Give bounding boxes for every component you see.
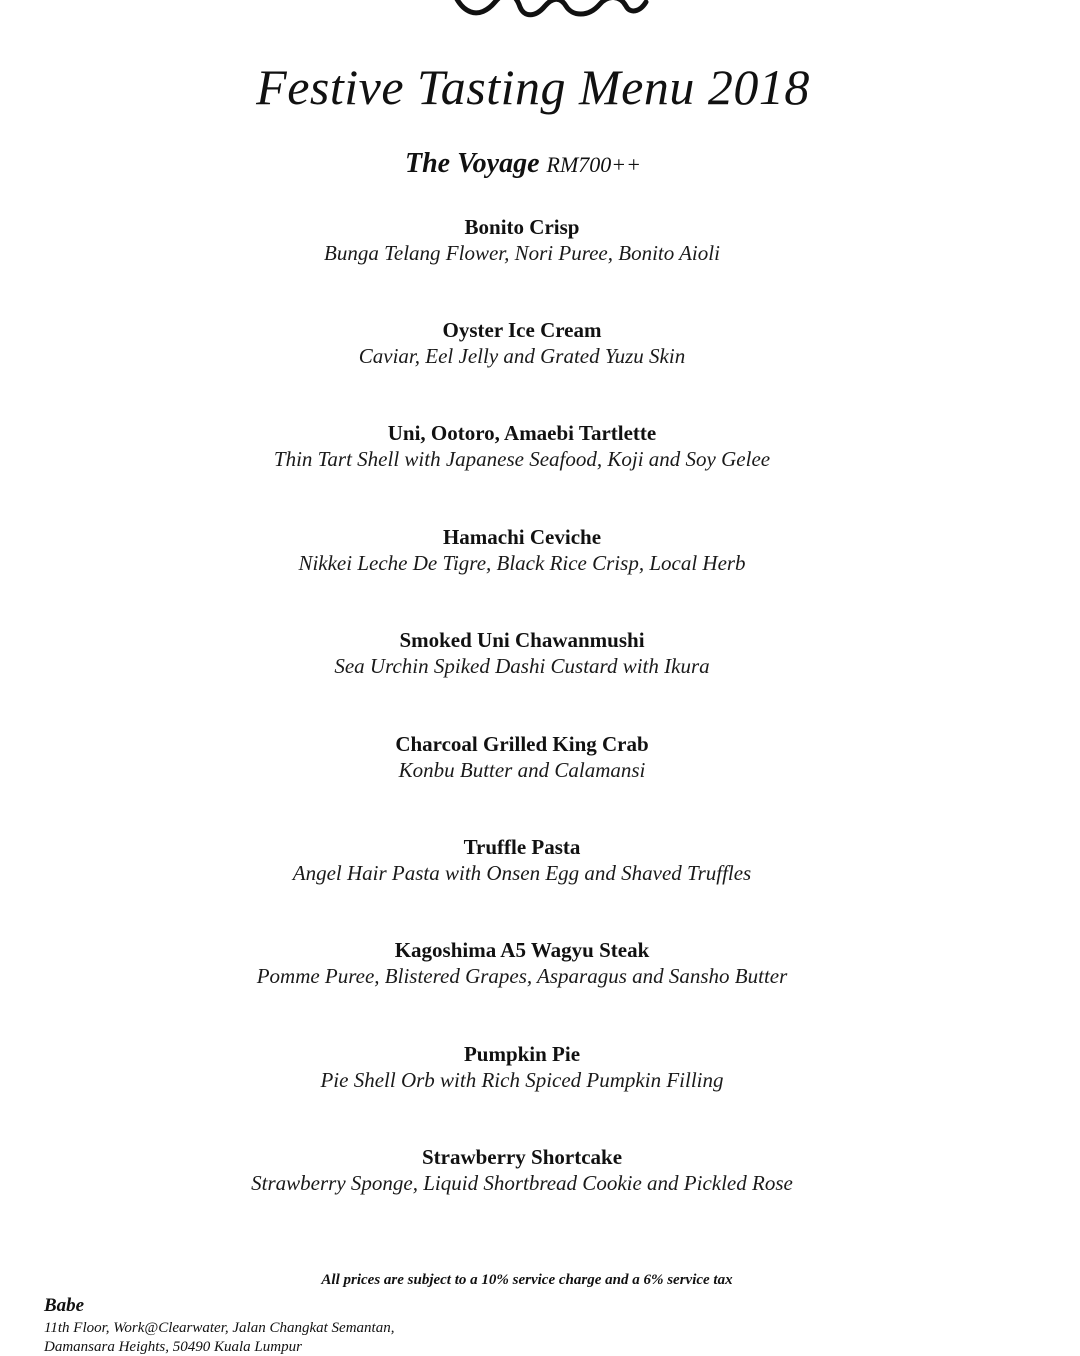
- course-description: Nikkei Leche De Tigre, Black Rice Crisp, Local Herb: [298, 551, 746, 575]
- footer-address-line: Damansara Heights, 50490 Kuala Lumpur: [44, 1339, 302, 1355]
- course-description: Thin Tart Shell with Japanese Seafood, Koji and Soy Gelee: [273, 447, 771, 471]
- course-item: [0, 731, 1044, 783]
- page-title: Festive Tasting Menu 2018: [256, 59, 810, 115]
- course-name: Charcoal Grilled King Crab: [395, 732, 649, 756]
- course-name: Kagoshima A5 Wagyu Steak: [394, 938, 650, 962]
- course-description: Pie Shell Orb with Rich Spiced Pumpkin Filling: [320, 1068, 724, 1092]
- course-name: Strawberry Shortcake: [421, 1145, 623, 1169]
- course-description: Caviar, Eel Jelly and Grated Yuzu Skin: [358, 344, 686, 368]
- course-item: [0, 627, 1044, 679]
- course-item: [0, 937, 1044, 989]
- course-name: Hamachi Ceviche: [442, 525, 602, 549]
- course-description: Angel Hair Pasta with Onsen Egg and Shaved Truffles: [292, 861, 752, 885]
- course-description: Strawberry Sponge, Liquid Shortbread Cookie and Pickled Rose: [251, 1171, 793, 1195]
- course-description: Sea Urchin Spiked Dashi Custard with Ikura: [334, 654, 710, 678]
- course-item: [0, 214, 1044, 266]
- logo-script-mark: [420, 0, 660, 22]
- course-description: Pomme Puree, Blistered Grapes, Asparagus and Sansho Butter: [256, 964, 788, 988]
- course-name: Bonito Crisp: [464, 215, 580, 239]
- course-name: Truffle Pasta: [463, 835, 581, 859]
- course-description: Konbu Butter and Calamansi: [398, 758, 646, 782]
- course-name: Smoked Uni Chawanmushi: [399, 628, 645, 652]
- menu-name: The Voyage: [405, 148, 540, 179]
- course-name: Pumpkin Pie: [463, 1042, 581, 1066]
- footer-address-line: 11th Floor, Work@Clearwater, Jalan Changkat Semantan,: [44, 1320, 395, 1336]
- course-name: Uni, Ootoro, Amaebi Tartlette: [387, 421, 657, 445]
- price-disclaimer: All prices are subject to a 10% service charge and a 6% service tax: [321, 1272, 733, 1288]
- course-item: [0, 317, 1044, 369]
- course-name: Oyster Ice Cream: [442, 318, 602, 342]
- course-item: [0, 420, 1044, 472]
- course-description: Bunga Telang Flower, Nori Puree, Bonito Aioli: [324, 241, 720, 265]
- course-item: [0, 1041, 1044, 1093]
- course-item: [0, 524, 1044, 576]
- course-item: [0, 1144, 1044, 1196]
- menu-price: RM700++: [546, 152, 641, 177]
- restaurant-logo: [0, 0, 1080, 22]
- menu-name-heading: [0, 148, 1046, 180]
- course-item: [0, 834, 1044, 886]
- footer-restaurant-name: Babe: [44, 1295, 85, 1316]
